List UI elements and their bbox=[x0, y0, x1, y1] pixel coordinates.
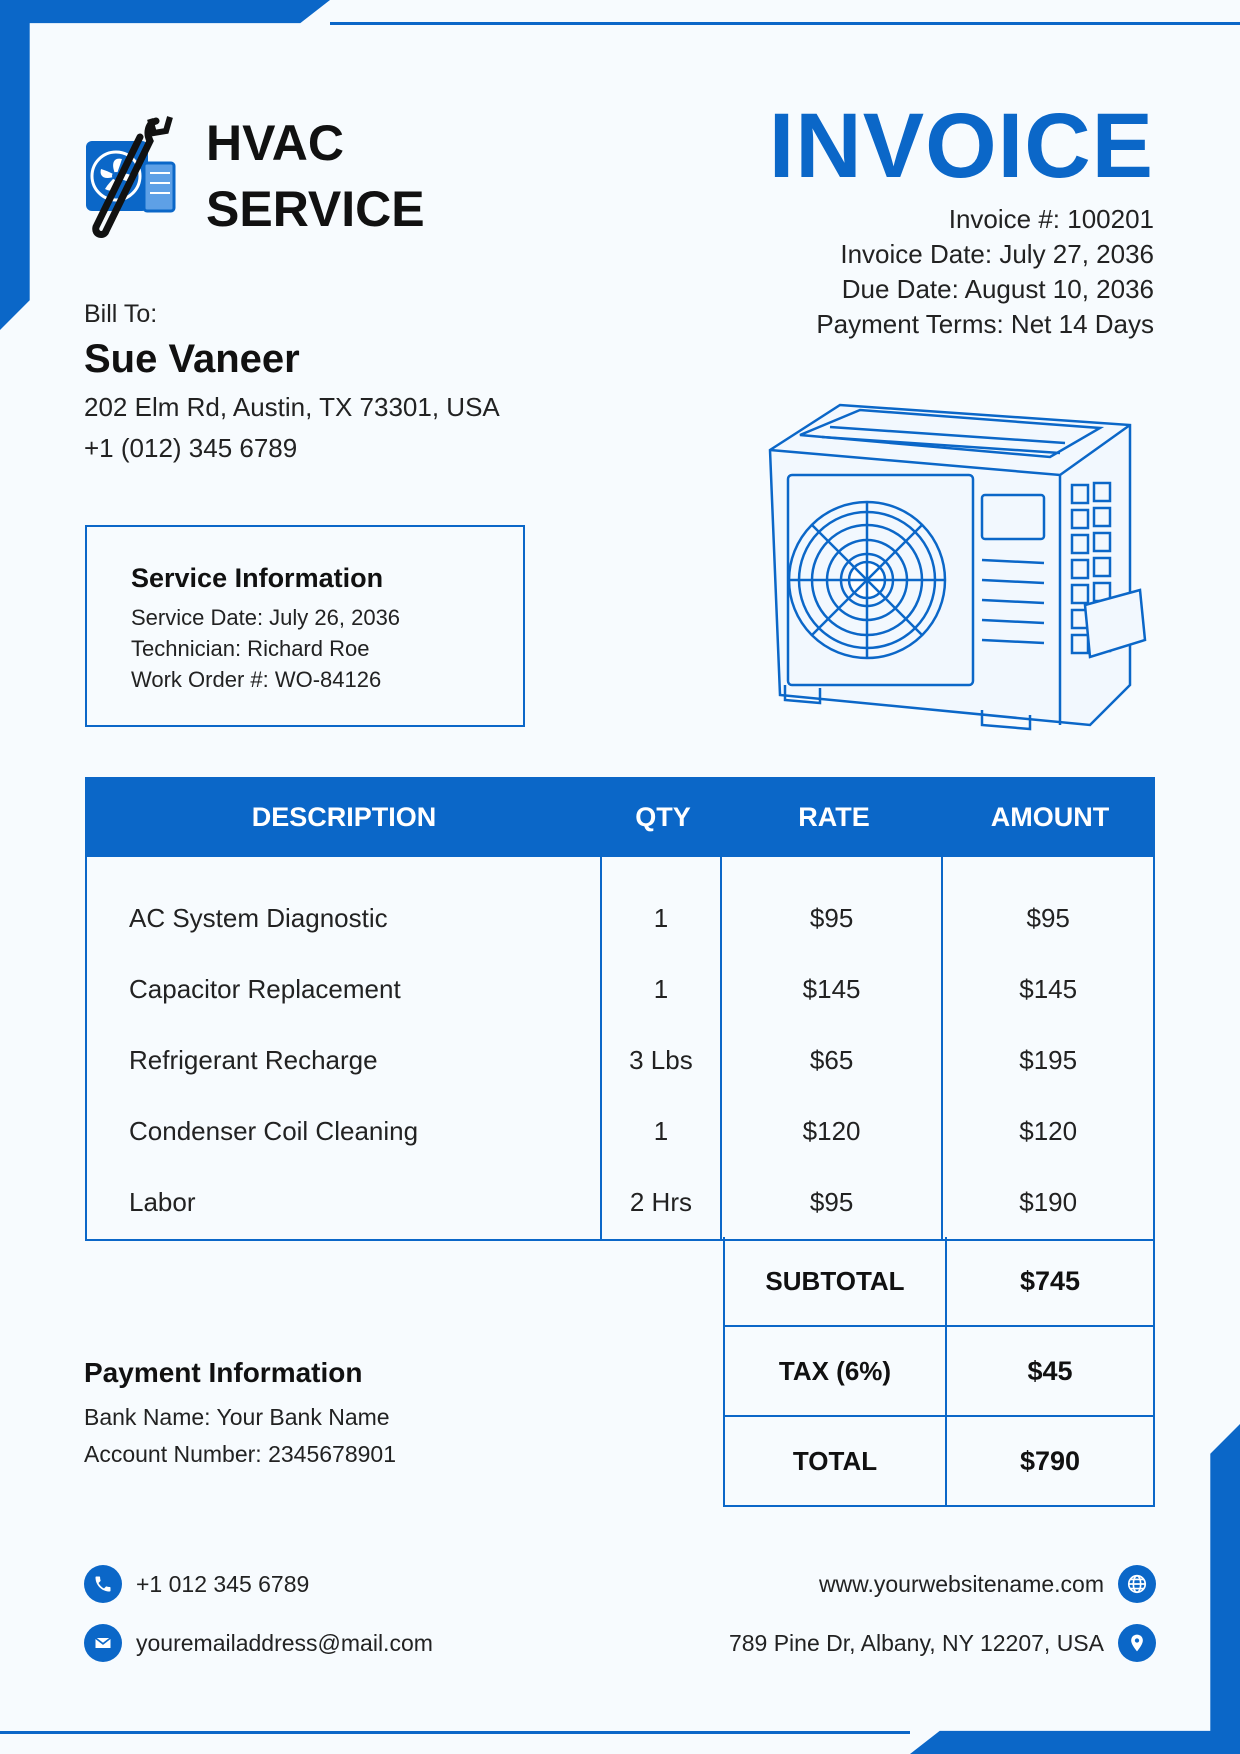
invoice-date: Invoice Date: July 27, 2036 bbox=[840, 239, 1154, 269]
client-name: Sue Vaneer bbox=[84, 337, 300, 381]
company-name-line2: SERVICE bbox=[206, 181, 425, 237]
bank-name: Bank Name: Your Bank Name bbox=[84, 1404, 390, 1430]
subtotal-row bbox=[725, 1237, 1153, 1327]
contact-website bbox=[819, 1565, 1156, 1603]
amount-column bbox=[943, 857, 1153, 1239]
table-cell: 1 bbox=[653, 974, 669, 1004]
work-order: Work Order #: WO-84126 bbox=[131, 667, 382, 692]
total-row bbox=[725, 1417, 1153, 1507]
location-pin-icon bbox=[1118, 1624, 1156, 1662]
totals-table bbox=[723, 1237, 1155, 1507]
due-date: Due Date: August 10, 2036 bbox=[841, 274, 1154, 304]
subtotal-value: $745 bbox=[1019, 1265, 1081, 1296]
table-cell: $145 bbox=[802, 974, 861, 1004]
ac-unit-illustration bbox=[760, 395, 1160, 755]
table-header bbox=[85, 777, 1155, 857]
header-qty: QTY bbox=[635, 801, 691, 832]
header-description: DESCRIPTION bbox=[251, 801, 437, 832]
qty-column bbox=[602, 857, 722, 1239]
bottom-border-line bbox=[0, 1731, 910, 1734]
top-border-line bbox=[330, 22, 1240, 25]
table-cell: 1 bbox=[653, 1116, 669, 1146]
table-cell: $95 bbox=[809, 903, 854, 933]
table-cell: AC System Diagnostic bbox=[129, 903, 388, 933]
contact-address bbox=[729, 1624, 1156, 1662]
table-cell: $65 bbox=[809, 1045, 854, 1075]
table-cell: Capacitor Replacement bbox=[129, 974, 401, 1004]
contact-email-text[interactable]: youremailaddress@mail.com bbox=[136, 1629, 433, 1656]
globe-icon bbox=[1118, 1565, 1156, 1603]
table-cell: 2 Hrs bbox=[629, 1187, 692, 1217]
tax-value: $45 bbox=[1027, 1355, 1073, 1386]
table-cell: Refrigerant Recharge bbox=[129, 1045, 378, 1075]
description-column bbox=[87, 857, 602, 1239]
table-cell: $195 bbox=[1019, 1045, 1078, 1075]
rate-column bbox=[722, 857, 944, 1239]
contact-website-text[interactable]: www.yourwebsitename.com bbox=[818, 1570, 1104, 1597]
service-information-box bbox=[85, 525, 525, 727]
table-body bbox=[85, 857, 1155, 1241]
account-number: Account Number: 2345678901 bbox=[84, 1441, 396, 1467]
table-cell: $95 bbox=[809, 1187, 854, 1217]
payment-terms: Payment Terms: Net 14 Days bbox=[816, 309, 1154, 339]
tax-label: TAX (6%) bbox=[725, 1327, 947, 1415]
table-cell: $190 bbox=[1019, 1187, 1078, 1217]
invoice-number: Invoice #: 100201 bbox=[948, 204, 1154, 234]
fan-wrench-icon bbox=[84, 111, 184, 241]
total-value: $790 bbox=[1019, 1445, 1081, 1476]
technician: Technician: Richard Roe bbox=[131, 636, 370, 661]
bill-to-label: Bill To: bbox=[84, 300, 158, 328]
table-cell: Labor bbox=[129, 1187, 196, 1217]
company-name bbox=[206, 110, 425, 242]
subtotal-label: SUBTOTAL bbox=[725, 1237, 947, 1325]
client-address: 202 Elm Rd, Austin, TX 73301, USA bbox=[84, 392, 500, 422]
payment-information bbox=[84, 1357, 396, 1473]
invoice-meta bbox=[816, 202, 1154, 342]
table-cell: Condenser Coil Cleaning bbox=[129, 1116, 419, 1146]
service-date: Service Date: July 26, 2036 bbox=[131, 605, 401, 630]
table-cell: $95 bbox=[1026, 903, 1070, 933]
total-label: TOTAL bbox=[725, 1417, 947, 1505]
phone-icon bbox=[84, 1565, 122, 1603]
service-information-heading: Service Information bbox=[131, 563, 384, 593]
table-cell: 3 Lbs bbox=[629, 1045, 693, 1075]
table-cell: $120 bbox=[1019, 1116, 1078, 1146]
company-name-line1: HVAC bbox=[206, 115, 344, 171]
table-cell: $120 bbox=[802, 1116, 861, 1146]
contact-address-text: 789 Pine Dr, Albany, NY 12207, USA bbox=[728, 1629, 1104, 1656]
header-rate: RATE bbox=[798, 801, 870, 832]
client-phone: +1 (012) 345 6789 bbox=[84, 433, 298, 463]
table-cell: 1 bbox=[653, 903, 669, 933]
invoice-title: INVOICE bbox=[768, 95, 1154, 197]
contact-phone bbox=[84, 1565, 309, 1603]
contact-email bbox=[84, 1624, 433, 1662]
company-logo bbox=[84, 110, 425, 242]
payment-information-heading: Payment Information bbox=[84, 1357, 363, 1388]
header-amount: AMOUNT bbox=[990, 801, 1110, 832]
contact-phone-text: +1 012 345 6789 bbox=[136, 1570, 310, 1597]
tax-row bbox=[725, 1327, 1153, 1417]
envelope-icon bbox=[84, 1624, 122, 1662]
table-cell: $145 bbox=[1019, 974, 1078, 1004]
bill-to-section bbox=[84, 300, 500, 464]
line-items-table bbox=[85, 777, 1155, 1241]
